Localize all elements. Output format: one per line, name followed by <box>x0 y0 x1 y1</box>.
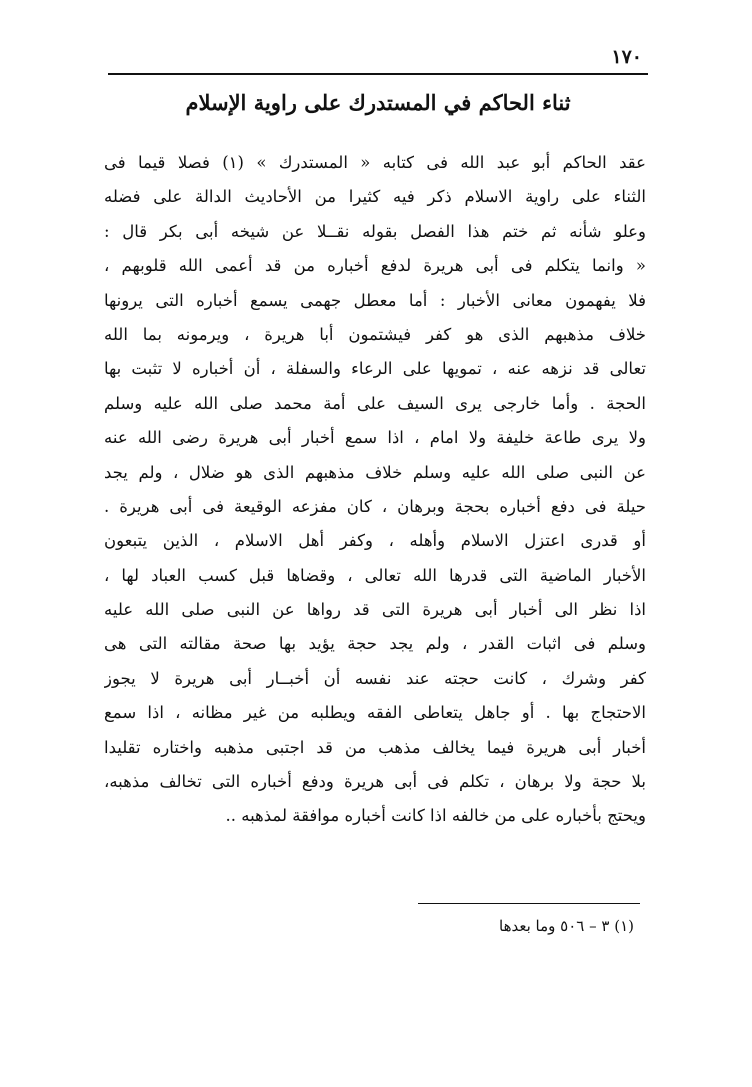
text-line: بلا حجة ولا برهان ، تكلم فى أبى هريرة ودفع أخباره التى تخالف مذهبه، <box>104 772 646 792</box>
section-title: ثناء الحاكم في المستدرك على راوية الإسلام <box>185 90 571 115</box>
text-line: فلا يفهمون معانى الأخبار : أما معطل جهمى يسمع أخباره التى يرونها <box>104 290 646 310</box>
footnote-rule <box>418 903 640 904</box>
body-text <box>104 146 646 834</box>
text-line: « وانما يتكلم فى أبى هريرة لدفع أخباره من قد أعمى الله قلوبهم ، <box>104 256 646 276</box>
text-line: ويحتج بأخباره على من خالفه اذا كانت أخباره موافقة لمذهبه .. <box>225 806 646 826</box>
text-line: عن النبى صلى الله عليه وسلم خلاف مذهبهم الذى هو ضلال ، ولم يجد <box>104 462 646 482</box>
page-number: ١٧٠ <box>611 46 642 68</box>
text-line: وسلم فى اثبات القدر ، ولم يجد حجة يؤيد بها صحة مقالته التى هى <box>104 634 646 654</box>
text-line: خلاف مذهبهم الذى هو كفر فيشتمون أبا هريرة ، ويرمونه بما الله <box>104 324 646 344</box>
text-line: عقد الحاكم أبو عبد الله فى كتابه « المستدرك » (١) فصلا قيما فى <box>104 153 646 172</box>
text-line: كفر وشرك ، كانت حجته عند نفسه أن أخبــار أبى هريرة لا يجوز <box>104 668 646 688</box>
text-line: الاحتجاج بها . أو جاهل يتعاطى الفقه ويطلبه من غير مظانه ، اذا سمع <box>104 703 646 723</box>
header-rule <box>108 73 648 75</box>
text-line: وعلو شأنه ثم ختم هذا الفصل بقوله نقــلا عن شيخه أبى بكر قال : <box>104 221 646 241</box>
text-line: تعالى قد نزهه عنه ، تمويها على الرعاء والسفلة ، أن أخباره لا تثبت بها <box>104 359 646 379</box>
text-line: اذا نظر الى أخبار أبى هريرة التى قد رواها عن النبى صلى الله عليه <box>104 600 646 620</box>
text-line: الثناء على راوية الاسلام ذكر فيه كثيرا من الأحاديث الدالة على فضله <box>104 187 646 207</box>
text-line: حيلة فى دفع أخباره بحجة وبرهان ، كان مفزعه الوقيعة فى أبى هريرة . <box>104 496 646 516</box>
text-line: الحجة . وأما خارجى يرى السيف على أمة محمد صلى الله عليه وسلم <box>104 393 646 413</box>
text-line: ولا يرى طاعة خليفة ولا امام ، اذا سمع أخبار أبى هريرة رضى الله عنه <box>104 428 646 448</box>
text-line: أخبار أبى هريرة فيما يخالف مذهب من قد اجتبى مذهبه واختاره تقليدا <box>104 737 646 757</box>
footnote: (١) ٣ – ٥٠٦ وما بعدها <box>499 917 634 935</box>
text-line: الأخبار الماضية التى قدرها الله تعالى ، وقضاها قبل كسب العباد لها ، <box>104 565 646 585</box>
text-line: أو قدرى اعتزل الاسلام وأهله ، وكفر أهل الاسلام ، الذين يتبعون <box>104 531 646 551</box>
